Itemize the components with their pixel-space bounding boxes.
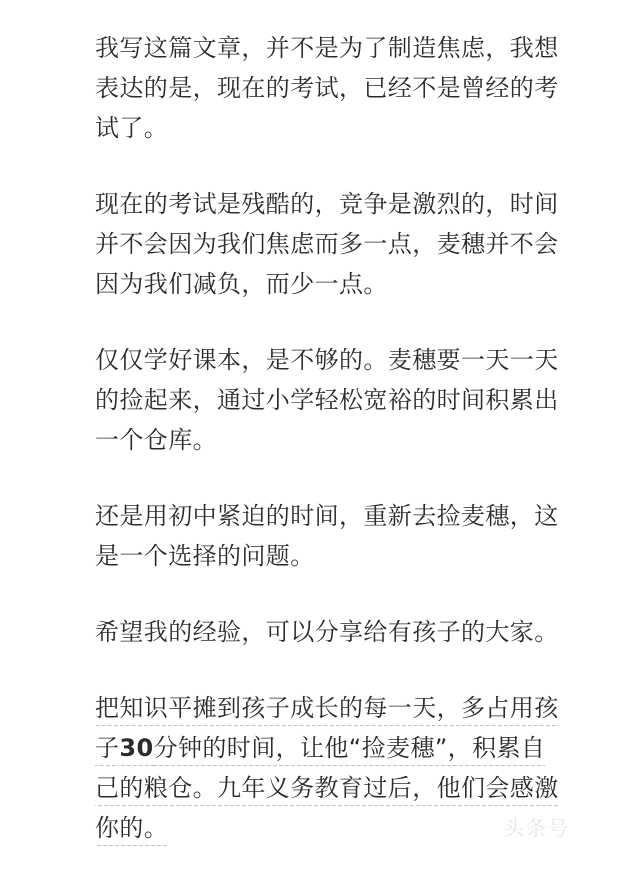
paragraph-4: 还是用初中紧迫的时间，重新去捡麦穗，这是一个选择的问题。 [95, 502, 559, 570]
article-body [95, 28, 565, 884]
paragraph-3: 仅仅学好课本，是不够的。麦穗要一天一天的捡起来，通过小学轻松宽裕的时间积累出一个仓库。 [95, 346, 559, 454]
highlighted-paragraph [95, 688, 565, 848]
highlight-number: 30 [119, 734, 153, 766]
highlight-text-part2: 分钟的时间，让他“捡麦穗”，积累自己的粮仓。九年义务教育过后，他们会感激你的。 [95, 734, 559, 846]
highlight-text-part1: 把知识平摊到孩子成长的每一天，多占用孩子 [95, 694, 559, 766]
paragraph-5: 希望我的经验，可以分享给有孩子的大家。 [95, 618, 559, 646]
paragraph-1: 我写这篇文章，并不是为了制造焦虑，我想表达的是，现在的考试，已经不是曾经的考试了。 [95, 34, 559, 142]
paragraph-2: 现在的考试是残酷的，竞争是激烈的，时间并不会因为我们焦虑而多一点，麦穗并不会因为我们减负，而少一点。 [95, 190, 559, 298]
watermark-logo: 头条号 [504, 816, 570, 840]
